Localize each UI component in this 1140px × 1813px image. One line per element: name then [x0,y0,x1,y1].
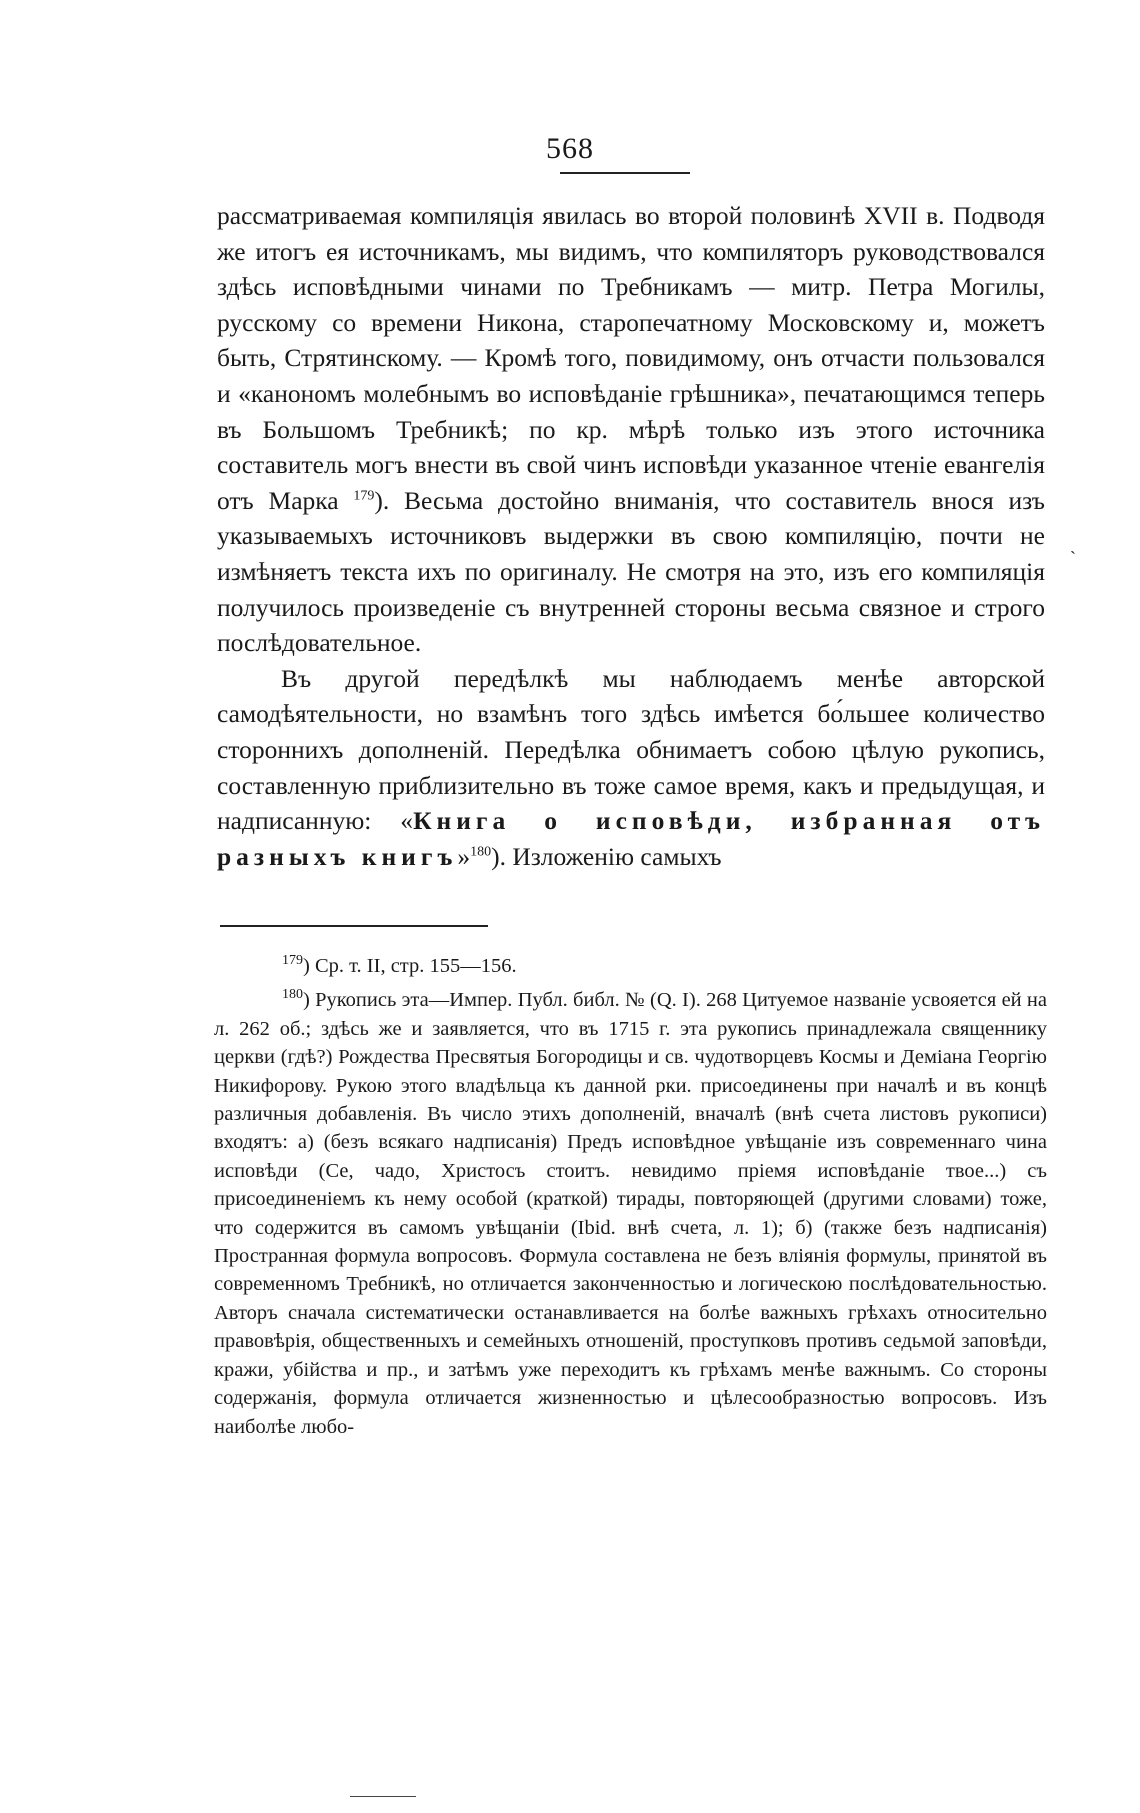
book-title: Книга о исповѣди, избранная отъ разныхъ книгъ [217,806,1046,871]
footnote-ref-180: 180 [470,844,492,860]
paragraph-1 [217,198,1045,661]
header-rule [560,172,690,174]
footnote-180-mark: 180 [282,987,303,1003]
footnote-ref-179: 179 [353,488,375,504]
paragraph-1-text: рассматриваемая компиляція явилась во второй половинѣ XVII в. Подводя же итогъ ея источникамъ, мы видимъ, что компиляторъ руководствовался здѣсь исповѣдными чинами по Требникамъ — митр. Петра Могилы, русскому со времени Никона, старопечатному Московскому и, можетъ быть, Стрятинскому. — Кромѣ того, повидимому, онъ отчасти пользовался и «канономъ молебнымъ во исповѣданіе грѣшника», печатающимся теперь въ Большомъ Требникѣ; по кр. мѣрѣ только изъ этого источника составитель могъ внести въ свой чинъ исповѣди указанное чтеніе евангелія отъ Марка [217,201,1045,515]
footnote-rule [220,925,488,927]
footnote-179-mark: 179 [282,953,303,969]
paragraph-1-text-end: ). Весьма достойно вниманія, что составитель внося изъ указываемыхъ источниковъ выдержки въ свою компиляцію, почти не измѣняетъ текста ихъ по оригиналу. Не смотря на это, изъ его компиляція получилось произведеніе съ внутренней стороны весьма связное и строго послѣдовательное. [217,485,1045,658]
main-text [217,198,1045,874]
footnote-179-text: ) Ср. т. II, стр. 155—156. [303,955,517,977]
bottom-rule [350,1796,416,1797]
margin-mark: ˋ [1070,548,1076,568]
quote-close: » [457,841,471,871]
footnote-179 [214,952,1047,980]
paragraph-2-text-end: ). Изложенію самыхъ [491,841,722,871]
footnotes [214,952,1047,1441]
paragraph-2-text: Въ другой передѣлкѣ мы наблюдаемъ менѣе авторской самодѣятельности, но взамѣнъ того здѣсь имѣется бо́льшее количество стороннихъ дополненій. Передѣлка обнимаетъ собою цѣлую рукопись, составленную приблизительно въ тоже самое время, какъ и предыдущая, и надписанную: « [217,663,1045,836]
footnote-180 [214,986,1047,1441]
paragraph-2 [217,661,1045,875]
page-number: 568 [546,132,594,165]
footnote-180-text: ) Рукопись эта—Импер. Публ. библ. № (Q. I). 268 Цитуемое названіе усвояется ей на л. 262 об.; здѣсь же и заявляется, что въ 1715 г. эта рукопись принадлежала священнику церкви (гдѣ?) Рождества Пресвятыя Богородицы и св. чудотворцевъ Космы и Деміана Георгію Никифорову. Рукою этого владѣльца къ данной рки. присоединены при началѣ и въ концѣ различныя добавленія. Въ число этихъ дополненій, вначалѣ (внѣ счета листовъ рукописи) входятъ: а) (безъ всякаго надписанія) Предъ исповѣдное увѣщаніе изъ современнаго чина исповѣди (Се, чадо, Христосъ стоитъ. невидимо пріемя исповѣданіе твое...) съ присоединеніемъ къ нему особой (краткой) тирады, повторяющей (другими словами) тоже, что содержится въ самомъ увѣщаніи (Ibid. внѣ счета, л. 1); б) (также безъ надписанія) Пространная формула вопросовъ. Формула составлена не безъ вліянія формулы, принятой въ современномъ Требникѣ, но отличается законченностью и логическою послѣдовательностью. Авторъ сначала систематически останавливается на болѣе важныхъ грѣхахъ относительно правовѣрія, общественныхъ и семейныхъ отношеній, проступковъ противъ седьмой заповѣди, кражи, убійства и пр., и затѣмъ уже переходитъ къ грѣхамъ менѣе важнымъ. Со стороны содержанія, формула отличается жизненностью и цѣлесообразностью вопросовъ. Изъ наиболѣе любо- [214,989,1047,1438]
